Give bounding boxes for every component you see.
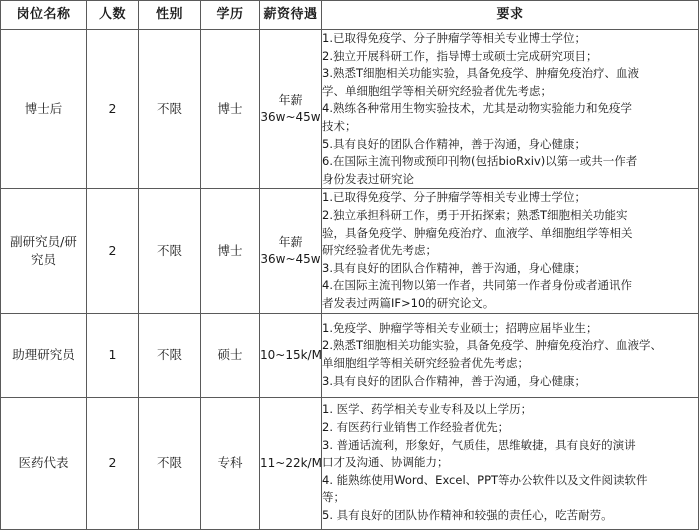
salary-cell: [260, 189, 322, 313]
requirement-line: 1.免疫学、肿瘤学等相关专业硕士；招聘应届毕业生；: [322, 320, 598, 335]
position-cell: 医药代表: [1, 397, 87, 529]
salary-range: 10~15k/M: [260, 347, 322, 362]
requirement-line: 身份发表过研究论: [322, 171, 414, 186]
requirement-line: 1.已取得免疫学、分子肿瘤学等相关专业博士学位；: [322, 190, 586, 205]
requirement-line: 者发表过两篇IF>10的研究论文。: [322, 295, 495, 310]
salary-cell: [260, 313, 322, 397]
requirement-line: 2.独立承担科研工作，勇于开拓探索；熟悉T细胞相关功能实: [322, 207, 628, 222]
header-count: 人数: [87, 1, 139, 30]
requirement-line: 等；: [322, 490, 345, 505]
requirement-line: 3.具有良好的团队合作精神，善于沟通，身心健康；: [322, 373, 586, 388]
education-cell: 博士: [201, 30, 260, 189]
position-cell: 助理研究员: [1, 313, 87, 397]
requirement-line: 3.具有良好的团队合作精神，善于沟通，身心健康；: [322, 260, 586, 275]
count-cell: 2: [87, 189, 139, 313]
gender-cell: 不限: [139, 313, 201, 397]
table-row: [1, 30, 699, 189]
education-cell: 专科: [201, 397, 260, 529]
requirement-line: 4. 能熟练使用Word、Excel、PPT等办公软件以及文件阅读软件: [322, 472, 648, 487]
table-row: [1, 313, 699, 397]
requirement-line: 学、单细胞组学等相关研究经验者优先考虑；: [322, 83, 552, 98]
requirement-line: 3.熟悉T细胞相关功能实验，具备免疫学、肿瘤免疫治疗、血液: [322, 66, 639, 81]
count-cell: 2: [87, 397, 139, 529]
header-salary: 薪资待遇: [260, 1, 322, 30]
requirement-line: 5. 具有良好的团队协作精神和较强的责任心，吃苦耐劳。: [322, 507, 613, 522]
requirement-line: 5.具有良好的团队合作精神，善于沟通，身心健康；: [322, 136, 586, 151]
position-cell: 副研究员/研究员: [1, 189, 87, 313]
requirements-cell: [322, 313, 699, 397]
gender-cell: 不限: [139, 30, 201, 189]
salary-range: 36w~45w: [260, 110, 321, 125]
requirement-line: 3. 普通话流利，形象好，气质佳，思维敏捷，具有良好的演讲: [322, 437, 636, 452]
salary-label: 年薪: [278, 234, 303, 249]
count-cell: 1: [87, 313, 139, 397]
requirement-line: 2. 有医药行业销售工作经验者优先；: [322, 420, 510, 435]
requirement-line: 2.独立开展科研工作，指导博士或硕士完成研究项目；: [322, 48, 598, 63]
requirement-line: 2.熟悉T细胞相关功能实验，具备免疫学、肿瘤免疫治疗、血液学、: [322, 338, 662, 353]
table-row: [1, 189, 699, 313]
requirement-line: 6.在国际主流刊物或预印刊物(包括bioRxiv)以第一或共一作者: [322, 154, 638, 169]
requirement-line: 4.熟练各种常用生物实验技术，尤其是动物实验能力和免疫学: [322, 101, 632, 116]
requirement-line: 验，具备免疫学、肿瘤免疫治疗、血液学、单细胞组学等相关: [322, 225, 633, 240]
requirement-line: 1. 医学、药学相关专业专科及以上学历；: [322, 402, 533, 417]
gender-cell: 不限: [139, 397, 201, 529]
education-cell: 硕士: [201, 313, 260, 397]
gender-cell: 不限: [139, 189, 201, 313]
count-cell: 2: [87, 30, 139, 189]
requirement-line: 1.已取得免疫学、分子肿瘤学等相关专业博士学位；: [322, 31, 586, 45]
header-education: 学历: [201, 1, 260, 30]
header-row: [1, 1, 699, 30]
salary-cell: [260, 397, 322, 529]
header-gender: 性别: [139, 1, 201, 30]
salary-label: 年薪: [278, 93, 303, 108]
requirement-line: 研究经验者优先考虑；: [322, 243, 437, 258]
requirement-line: 单细胞组学等相关研究经验者优先考虑；: [322, 356, 529, 370]
salary-cell: [260, 30, 322, 189]
table-row: [1, 397, 699, 529]
requirements-cell: [322, 30, 699, 189]
header-position: 岗位名称: [1, 1, 87, 30]
header-requirements: 要求: [322, 1, 699, 30]
requirement-line: 口才及沟通、协调能力；: [322, 455, 449, 470]
education-cell: 博士: [201, 189, 260, 313]
salary-range: 11~22k/M: [260, 455, 322, 470]
salary-range: 36w~45w: [260, 251, 321, 266]
requirement-line: 技术；: [322, 118, 357, 133]
requirements-cell: [322, 189, 699, 313]
requirement-line: 4.在国际主流刊物以第一作者，共同第一作者身份或者通讯作: [322, 278, 632, 293]
requirements-cell: [322, 397, 699, 529]
position-cell: 博士后: [1, 30, 87, 189]
